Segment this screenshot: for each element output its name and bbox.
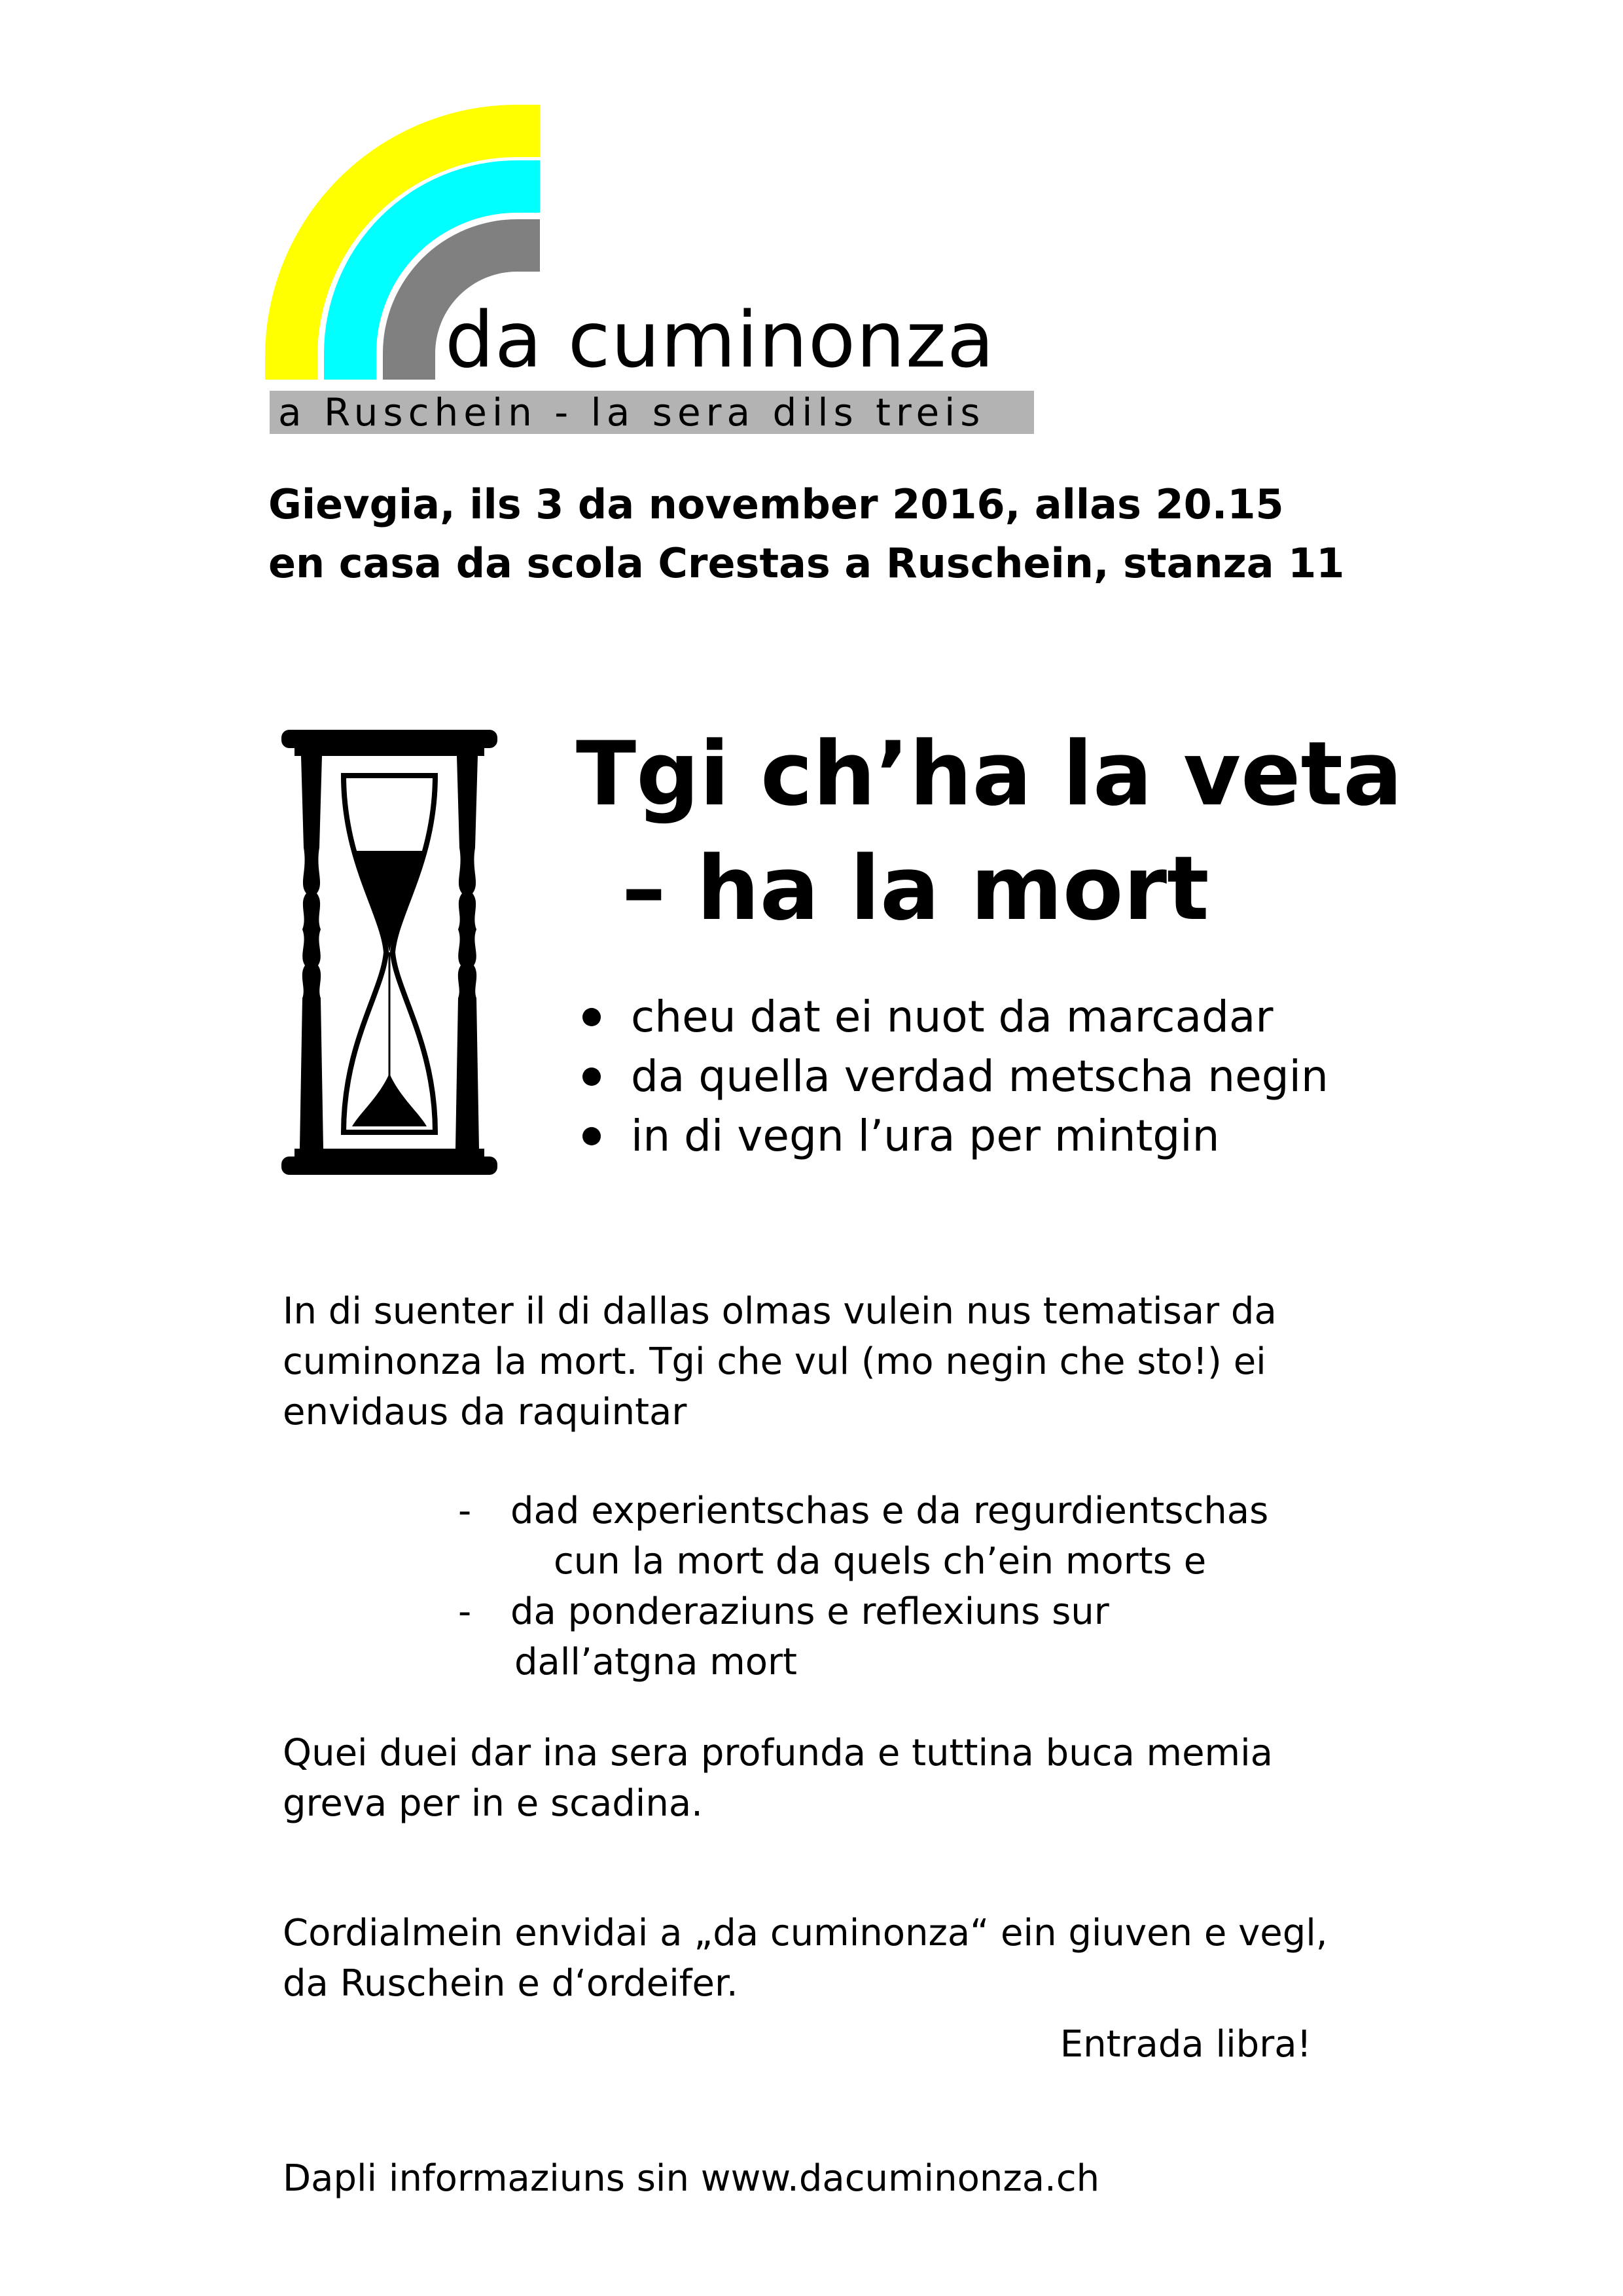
dash-item-line-1: da ponderaziuns e reflexiuns sur: [510, 1590, 1109, 1633]
bullet-dot-icon: [582, 1008, 601, 1026]
dash-item-line-2: dall’atgna mort: [514, 1641, 798, 1683]
bullet-text: in di vegn l’ura per mintgin: [631, 1111, 1220, 1161]
bullet-list: [576, 987, 1329, 1166]
bullet-text: da quella verdad metscha negin: [631, 1051, 1329, 1102]
bullet-dot-icon: [582, 1067, 601, 1086]
bullet-item: [576, 1047, 1329, 1106]
dash-list-item: [458, 1587, 1268, 1687]
event-place: en casa da scola Crestas a Ruschein, stanza 11: [268, 539, 1345, 587]
event-date: Gievgia, ils 3 da november 2016, allas 20.15: [268, 480, 1284, 528]
dash-marker: -: [458, 1590, 472, 1633]
invite-paragraph: Cordialmein envidai a „da cuminonza“ ein giuven e vegl, da Ruschein e d‘ordeifer.: [283, 1912, 1328, 2005]
brand-subtitle: a Ruschein - la sera dils treis: [278, 390, 986, 435]
dash-item-line-1: dad experientschas e da regurdientschas: [510, 1490, 1269, 1532]
headline-line-1: Tgi ch’ha la veta: [576, 723, 1403, 825]
headline-line-2: – ha la mort: [622, 837, 1209, 940]
brand-title: da cuminonza: [445, 295, 995, 385]
dash-list: [458, 1486, 1268, 1687]
dash-item-line-2: cun la mort da quels ch’ein morts e: [554, 1540, 1207, 1583]
dash-marker: -: [458, 1490, 472, 1532]
dash-list-item: [458, 1486, 1268, 1587]
closing-paragraph: Quei duei dar ina sera profunda e tuttina buca memia greva per in e scadina.: [283, 1732, 1273, 1825]
hourglass-icon: [281, 730, 497, 1175]
info-line: Dapli informaziuns sin www.dacuminonza.ch: [283, 2157, 1100, 2200]
bullet-item: [576, 1106, 1329, 1166]
bullet-dot-icon: [582, 1127, 601, 1145]
bullet-text: cheu dat ei nuot da marcadar: [631, 992, 1274, 1042]
free-entry-note: Entrada libra!: [1060, 2023, 1311, 2066]
bullet-item: [576, 987, 1329, 1047]
intro-paragraph: In di suenter il di dallas olmas vulein nus tematisar da cuminonza la mort. Tgi che vul (mo negin che sto!) ei envidaus da raquintar: [283, 1290, 1277, 1433]
